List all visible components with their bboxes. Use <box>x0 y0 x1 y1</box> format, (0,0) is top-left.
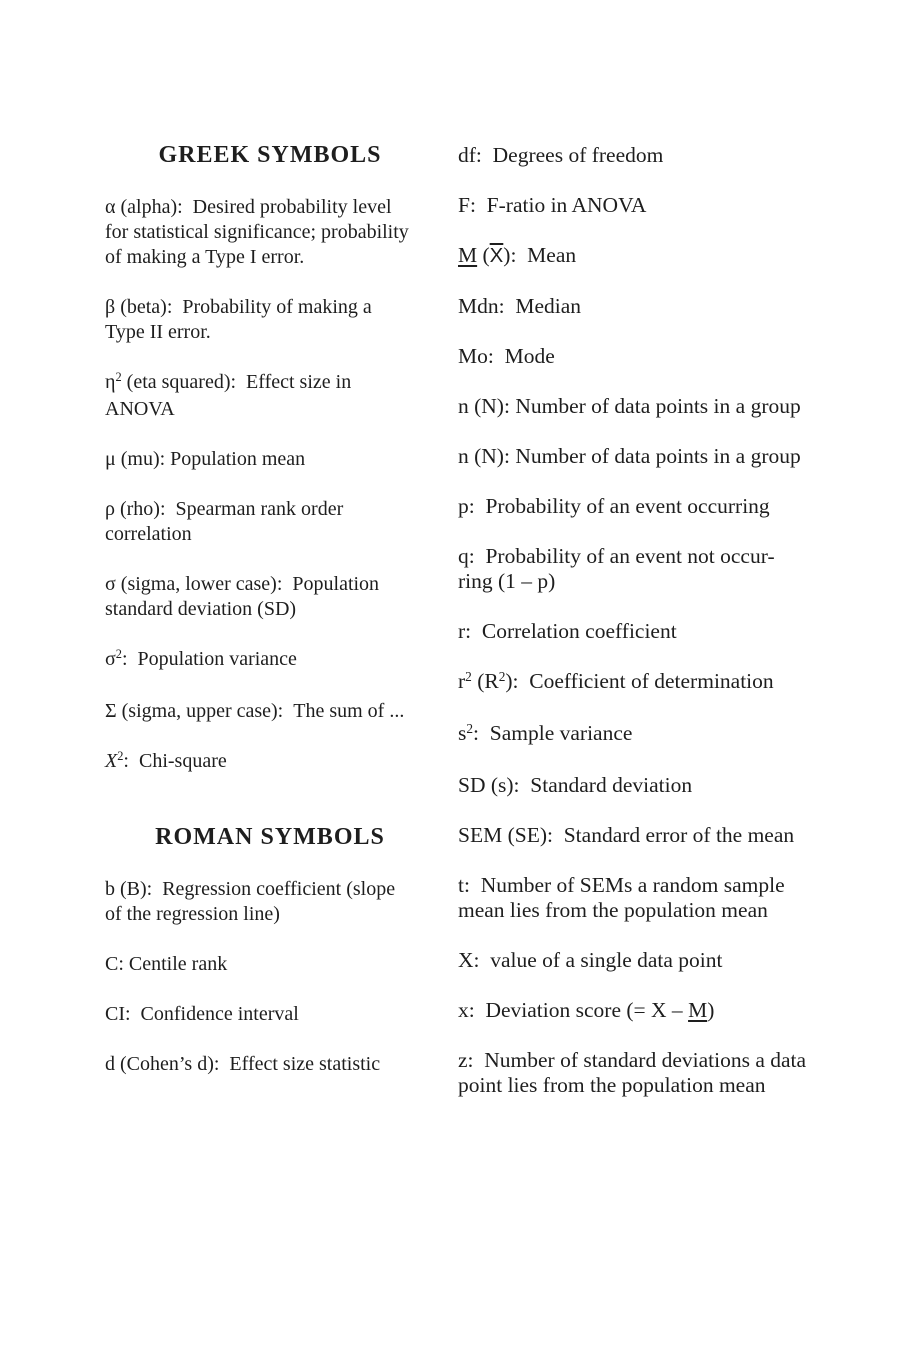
entry-df: df: Degrees of freedom <box>458 143 664 167</box>
italic-symbol: X <box>105 750 118 772</box>
entry-t: t: Number of SEMs a random sample mean lies from the population mean <box>458 873 785 922</box>
entry-sem: SEM (SE): Standard error of the mean <box>458 823 795 847</box>
greek-letter: α <box>105 196 116 218</box>
greek-letter: μ <box>105 448 116 470</box>
greek-letter: ρ <box>105 498 115 520</box>
entry-r-squared: $r^2$ $(R^2)$: Coefficient of determination <box>458 668 774 693</box>
entry-b-regression: b (B): Regression coefficient (slope of the regression line) <box>105 878 396 925</box>
entry-chi-square: $X^2$: Chi-square <box>105 749 227 772</box>
entry-mu: μ (mu): Population mean <box>105 448 306 470</box>
entry-x-upper: X: value of a single data point <box>458 948 723 972</box>
entry-p-probability: p: Probability of an event occurring <box>458 494 770 518</box>
entry-sigma-upper: Σ (sigma, upper case): The sum of ... <box>105 700 405 722</box>
entry-rho: ρ (rho): Spearman rank order correlation <box>105 498 344 545</box>
entry-ci-confidence: CI: Confidence interval <box>105 1003 299 1025</box>
greek-letter: σ <box>105 648 116 670</box>
column-left <box>105 143 435 1102</box>
entry-m-mean: M $(\overline{X})$: Mean <box>458 243 577 267</box>
underlined-symbol: M <box>458 243 478 267</box>
entry-c-centile: C: Centile rank <box>105 953 228 975</box>
superscript-2: 2 <box>115 647 122 662</box>
superscript-2: 2 <box>466 720 474 736</box>
greek-letter: Σ <box>105 700 117 722</box>
column-right <box>458 143 858 1123</box>
entry-alpha: α (alpha): Desired probability level for statistical significance; probability of making a Type I error. <box>105 196 409 268</box>
entry-sigma-squared: $\sigma^2$: Population variance <box>105 647 297 670</box>
entry-q-probability: q: Probability of an event not occur- ring (1 – p) <box>458 544 775 593</box>
greek-letter: σ <box>105 573 116 595</box>
entry-n-group-2: n (N): Number of data points in a group <box>458 444 801 468</box>
entry-mo-mode: Mo: Mode <box>458 344 555 368</box>
entry-z: z: Number of standard deviations a data point lies from the population mean <box>458 1048 807 1097</box>
entry-f-ratio: F: F-ratio in ANOVA <box>458 193 647 217</box>
superscript-2: 2 <box>117 749 124 764</box>
entry-s-squared: $s^2$: Sample variance <box>458 720 633 745</box>
greek-letter: β <box>105 296 116 318</box>
entry-beta: β (beta): Probability of making a Type II error. <box>105 296 372 343</box>
entry-eta-squared: $\eta^2$ (eta squared): Effect size in ANOVA <box>105 370 352 420</box>
entry-d-cohens: d (Cohen’s d): Effect size statistic <box>105 1053 381 1075</box>
greek-symbols-heading: GREEK SYMBOLS <box>158 142 382 168</box>
roman-symbols-heading: ROMAN SYMBOLS <box>155 824 385 850</box>
superscript-2: 2 <box>465 668 472 684</box>
greek-letter: η <box>105 371 116 393</box>
x-bar-symbol: $\overline{X}$ <box>489 245 504 267</box>
entry-n-group-1: n (N): Number of data points in a group <box>458 394 801 418</box>
superscript-2: 2 <box>115 370 122 385</box>
entry-r-correlation: r: Correlation coefficient <box>458 619 677 643</box>
entry-sd: SD (s): Standard deviation <box>458 773 693 797</box>
underlined-symbol: M <box>688 998 708 1022</box>
superscript-2: 2 <box>498 668 506 684</box>
entry-sigma-lower: σ (sigma, lower case): Population standard deviation (SD) <box>105 573 380 620</box>
entry-mdn-median: Mdn: Median <box>458 294 582 318</box>
entry-x-lower: x: Deviation score (= X – M) <box>458 998 715 1022</box>
